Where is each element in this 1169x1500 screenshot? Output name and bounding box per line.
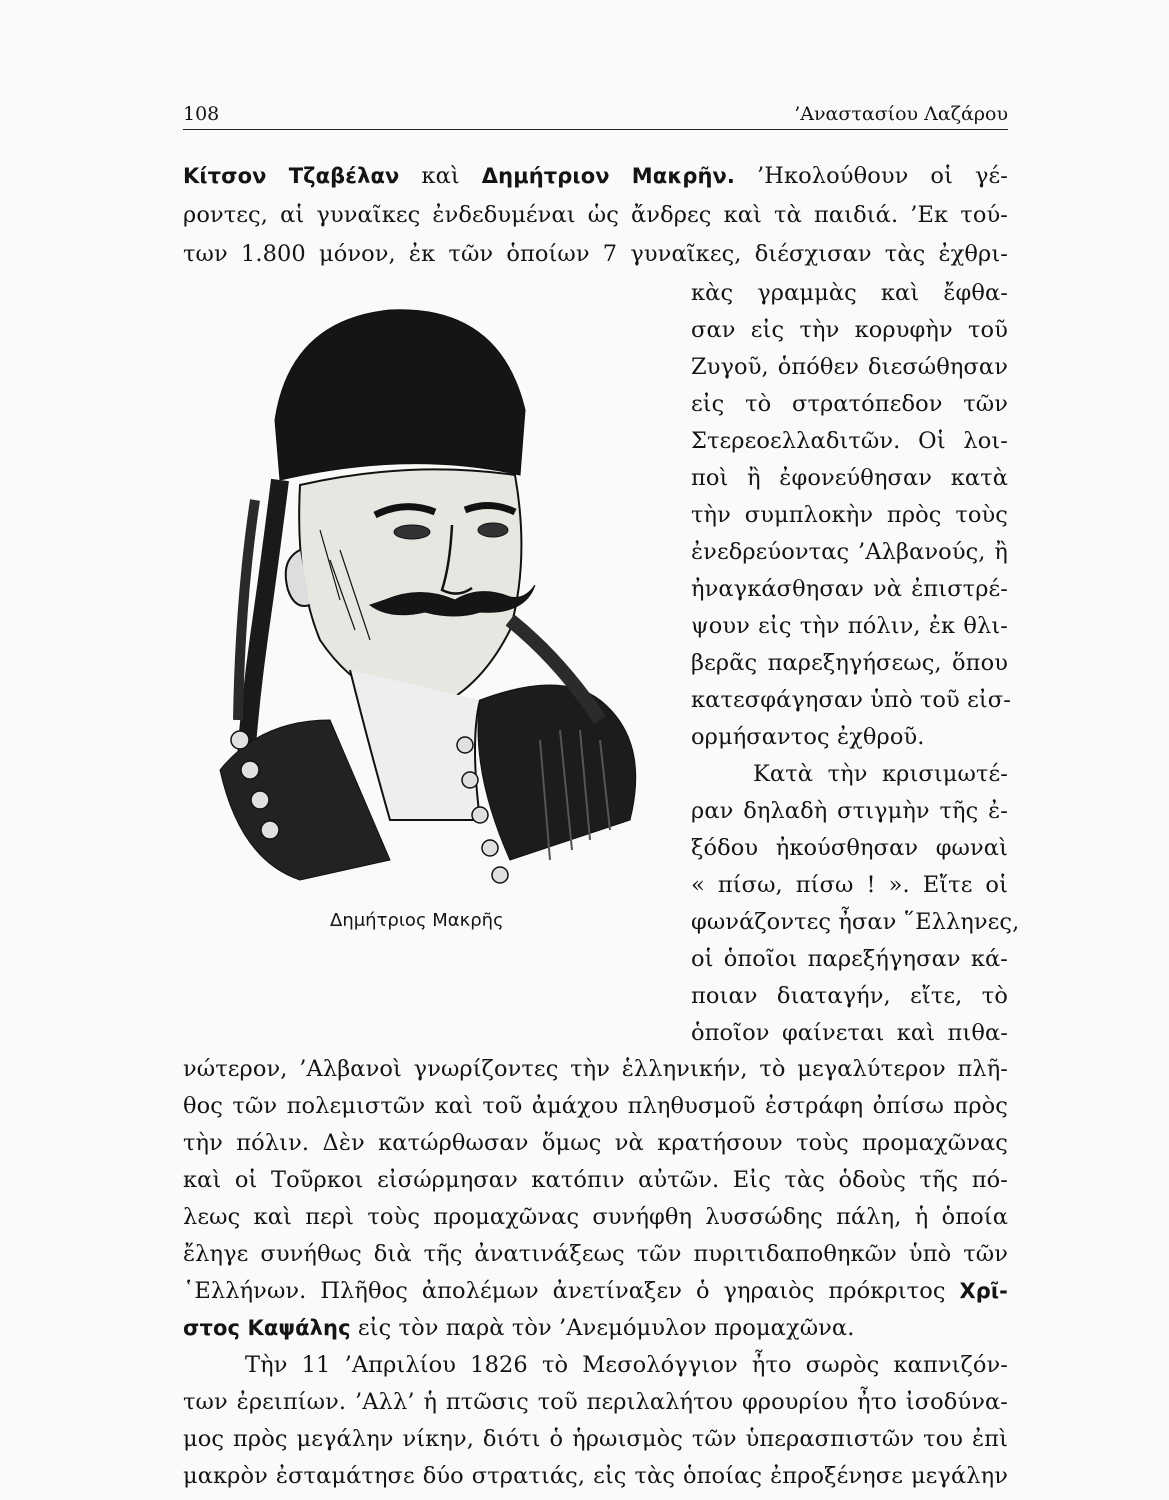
bold-name-tzavelas: Κίτσον Τζαβέλαν (183, 164, 400, 188)
text-line: σαν εἰς τὴν κορυφὴν τοῦ (691, 317, 1008, 343)
text-line: οἱ ὁποῖοι παρεξήγησαν κά- (691, 946, 1008, 972)
text-line: ἔληγε συνήθως διὰ τῆς ἀνατινάξεως τῶν πυριτιδαποθηκῶν ὑπὸ τῶν (183, 1241, 1008, 1267)
text-line: κατεσφάγησαν ὑπὸ τοῦ εἰσ- (691, 687, 1011, 713)
text-line: ψουν εἰς τὴν πόλιν, ἐκ θλι- (691, 613, 1008, 639)
text-line: ραν δηλαδὴ στιγμὴν τῆς ἐ- (691, 798, 1008, 824)
page-number: 108 (183, 103, 220, 125)
text-line: Κατὰ τὴν κρισιμωτέ- (753, 761, 1008, 787)
text-line: κὰς γραμμὰς καὶ ἔφθα- (691, 280, 1008, 306)
text-line: Στερεοελλαδιτῶν. Οἱ λοι- (691, 428, 1008, 454)
text-line: τὴν συμπλοκὴν πρὸς τοὺς (691, 502, 1008, 528)
kapsalis-line-a-text: ῾Ελλήνων. Πλῆθος ἀπολέμων ἀνετίναξεν ὁ γηραιὸς πρόκριτος (183, 1278, 946, 1304)
text-line: Ζυγοῦ, ὁπόθεν διεσώθησαν (691, 354, 1008, 380)
text-line: ορμήσαντος ἐχθροῦ. (691, 724, 925, 750)
text-line: τὴν πόλιν. Δὲν κατώρθωσαν ὅμως νὰ κρατήσουν τοὺς προμαχῶνας (183, 1130, 1008, 1156)
text-line: φωνάζοντες ἦσαν ῞Ελληνες, (691, 909, 1020, 935)
text-line: Τὴν 11 ’Απριλίου 1826 τὸ Μεσολόγγιον ἦτο σωρὸς καπνιζόν- (245, 1352, 1008, 1378)
text-line: ποιαν διαταγήν, εἴτε, τὸ (691, 983, 1008, 1009)
text-line: των 1.800 μόνον, ἐκ τῶν ὁποίων 7 γυναῖκες, διέσχισαν τὰς ἐχθρι- (183, 241, 1008, 267)
text-line: βερᾶς παρεξηγήσεως, ὅπου (691, 650, 1008, 676)
page-header (183, 98, 1008, 130)
text-line-kapsalis-a (183, 1273, 1008, 1310)
text-line: θος τῶν πολεμιστῶν καὶ τοῦ ἀμάχου πληθυσμοῦ ἐστράφη ὀπίσω πρὸς (183, 1093, 1008, 1119)
text-line: ροντες, αἱ γυναῖκες ἐνδεδυμέναι ὡς ἄνδρες καὶ τὰ παιδιά. ’Εκ τού- (183, 202, 1008, 228)
bold-name-kapsalis: στος Καψάλης (183, 1316, 351, 1340)
text-line: ξόδου ἠκούσθησαν φωναὶ (691, 835, 1008, 861)
text-line-1 (183, 157, 1008, 195)
line-1-rest: ’Ηκολούθουν οἱ γέ- (757, 163, 1008, 189)
text-line: εἰς τὸ στρατόπεδον τῶν (691, 391, 1008, 417)
text-line: « πίσω, πίσω ! ». Εἴτε οἱ (691, 872, 1008, 898)
text-line: νώτερον, ’Αλβανοὶ γνωρίζοντες τὴν ἑλληνικήν, τὸ μεγαλύτερον πλῆ- (183, 1056, 1008, 1082)
text-line: ποὶ ἢ ἐφονεύθησαν κατὰ (691, 465, 1008, 491)
text-line: λεως καὶ περὶ τοὺς προμαχῶνας συνήφθη λυσσώδης πάλη, ἡ ὁποία (183, 1204, 1008, 1230)
text-line: ἐνεδρεύοντας ’Αλβανούς, ἢ (691, 539, 1008, 565)
bold-name-makris: Δημήτριον Μακρῆν. (481, 164, 736, 188)
kapsalis-line-b-text: εἰς τὸν παρὰ τὸν ’Ανεμόμυλον προμαχῶνα. (357, 1315, 855, 1341)
text-line: μος πρὸς μεγάλην νίκην, διότι ὁ ἡρωισμὸς τῶν ὑπερασπιστῶν του ἐπὶ (183, 1426, 1008, 1452)
connector-word: καὶ (421, 163, 460, 189)
text-line: ὁποῖον φαίνεται καὶ πιθα- (691, 1020, 1008, 1046)
text-line: μακρὸν ἐσταμάτησε δύο στρατιάς, εἰς τὰς ὁποίας ἐπροξένησε μεγάλην (183, 1463, 1008, 1489)
portrait-drawing (220, 310, 636, 883)
portrait-caption: Δημήτριος Μακρῆς (330, 910, 504, 931)
bold-name-christos: Χρῖ- (959, 1279, 1008, 1303)
running-title: ’Αναστασίου Λαζάρου (794, 103, 1008, 125)
text-line: ἠναγκάσθησαν νὰ ἐπιστρέ- (691, 576, 1008, 602)
text-line: των ἐρειπίων. ’Αλλ’ ἡ πτῶσις τοῦ περιλαλήτου φρουρίου ἦτο ἰσοδύνα- (183, 1389, 1008, 1415)
portrait-illustration (180, 300, 680, 900)
text-line: καὶ οἱ Τοῦρκοι εἰσώρμησαν κατόπιν αὐτῶν. Εἰς τὰς ὁδοὺς τῆς πό- (183, 1167, 1008, 1193)
text-line-kapsalis-b (183, 1310, 1008, 1347)
